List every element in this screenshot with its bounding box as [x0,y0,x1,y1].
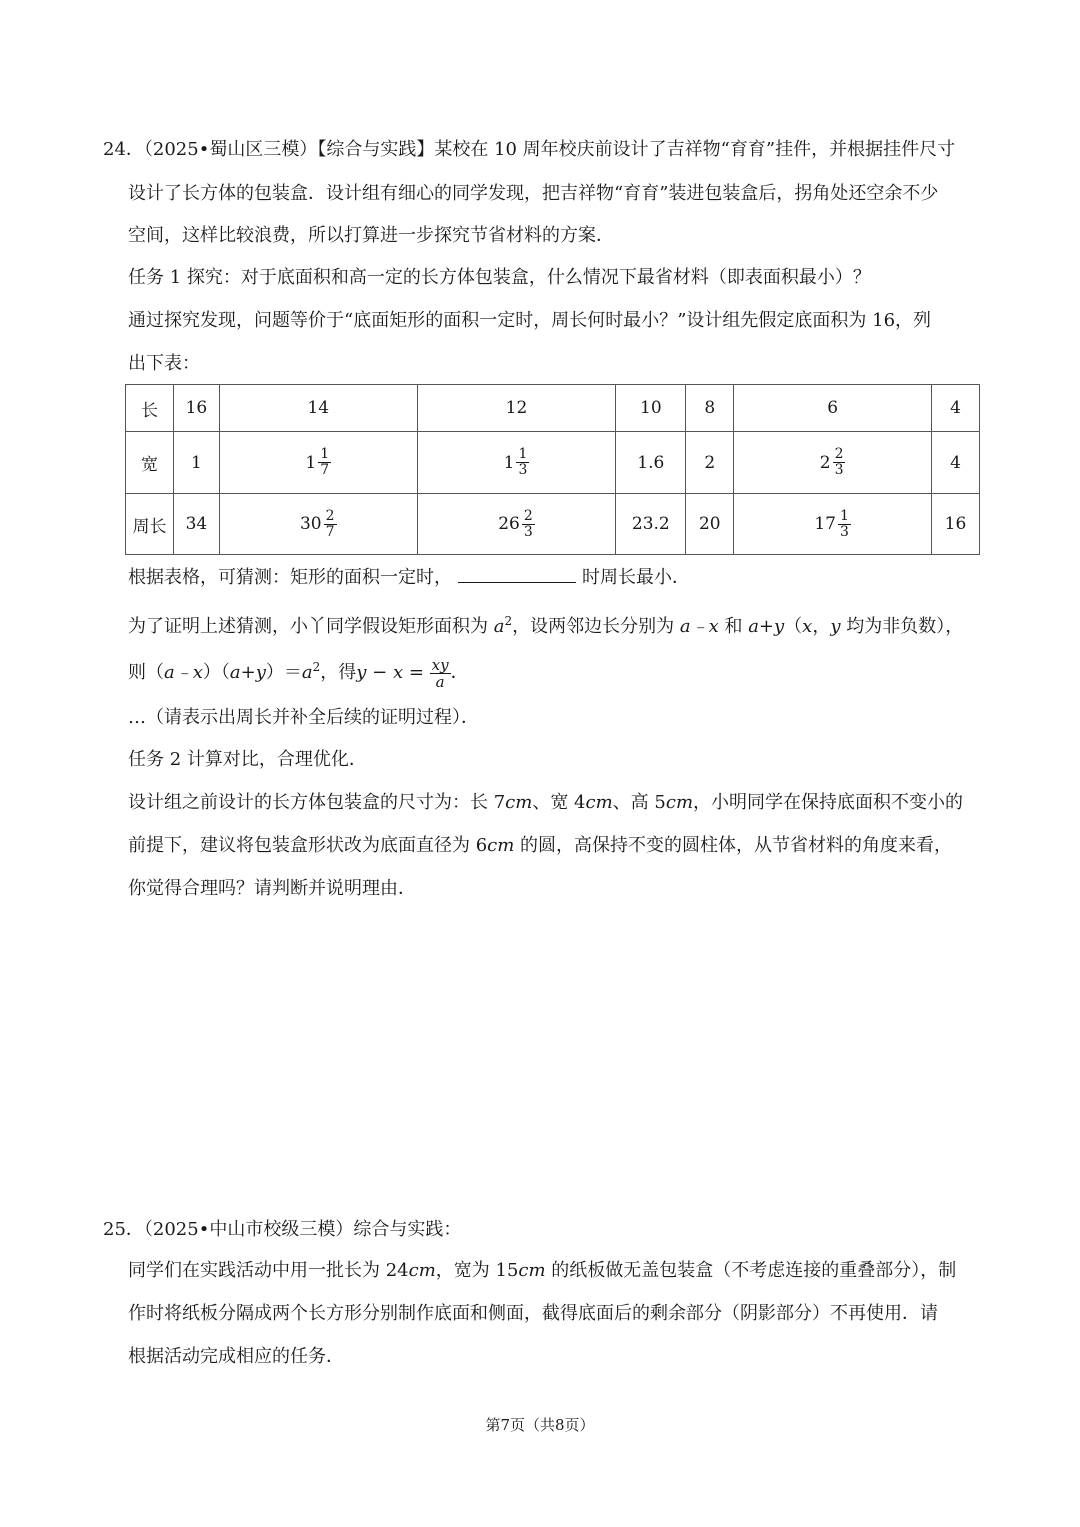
table-cell: 34 [173,494,219,555]
table-cell [417,432,616,494]
table-cell [417,494,616,555]
q24-line2: 设计了长方体的包装盒．设计组有细心的同学发现，把吉祥物“育育”装进包装盒后，拐角处还空余不少 [128,183,939,204]
q24-ellipsis: …（请表示出周长并补全后续的证明过程）． [128,707,479,728]
q24-explore2: 出下表： [128,353,200,374]
table-cell [734,494,932,555]
table-cell [219,432,417,494]
q25-line3: 根据活动完成相应的任务． [128,1346,344,1367]
q24-proof-line1: 为了证明上述猜测，小丫同学假设矩形面积为 $a^2$，设两邻边长分别为 a﹣x 和 a+y（x，y 均为非负数）， [128,614,964,637]
row-label: 宽 [126,432,174,494]
table-row-length [126,385,980,432]
table-cell: 10 [616,385,686,432]
answer-blank[interactable] [458,564,576,583]
table-cell: 12 [417,385,616,432]
q24-task2: 任务 2 计算对比，合理优化． [128,749,367,770]
table-cell: 16 [931,494,979,555]
q24-line3: 空间，这样比较浪费，所以打算进一步探究节省材料的方案． [128,225,614,246]
mixed-fraction: 1 1 3 [503,446,528,478]
table-cell: 14 [219,385,417,432]
q24-design-line1: 设计组之前设计的长方体包装盒的尺寸为：长 7cm、宽 4cm、高 5cm，小明同学在保持底面积不变小的 [128,792,964,813]
q24-explore1: 通过探究发现，问题等价于“底面矩形的面积一定时，周长何时最小？”设计组先假定底面积为 16，列 [128,310,932,331]
q24-task1: 任务 1 探究：对于底面积和高一定的长方体包装盒，什么情况下最省材料（即表面积最小）？ [128,267,871,288]
rectangle-table [125,384,980,555]
table-cell: 23.2 [616,494,686,555]
mixed-fraction: 1 1 7 [305,446,330,478]
table-cell: 8 [686,385,734,432]
q25-line2: 作时将纸板分隔成两个长方形分别制作底面和侧面，截得底面后的剩余部分（阴影部分）不再使用．请 [128,1303,938,1324]
table-cell [734,432,932,494]
table-cell: 4 [931,432,979,494]
table-cell [219,494,417,555]
table-cell: 16 [173,385,219,432]
q24-proof-line2: 则$(a﹣x)(a+y)=a^2$，得y − x = $\frac{xy}{a}$ ． [128,655,469,691]
row-label: 长 [126,385,174,432]
q25-head: 25．（2025•中山市校级三模）综合与实践： [103,1219,462,1240]
mixed-fraction: 30 2 7 [299,507,335,540]
q24-guess: 根据表格，可猜测：矩形的面积一定时， 时周长最小． [128,563,690,593]
mixed-fraction: 17 1 3 [814,507,849,540]
table-cell: 1 [173,432,219,494]
equation-fraction: $\frac{xy}{a}$ [431,655,449,691]
mixed-fraction: 2 2 3 [819,446,844,478]
table-cell: 1.6 [616,432,686,494]
table-cell: 6 [734,385,932,432]
table-cell: 4 [931,385,979,432]
row-label: 周长 [126,494,174,555]
q24-design-line2: 前提下，建议将包装盒形状改为底面直径为 6cm 的圆，高保持不变的圆柱体，从节省材料的角度来看， [128,835,953,856]
table-row-perimeter [126,494,980,555]
table-cell: 20 [686,494,734,555]
table-row-width [126,432,980,494]
mixed-fraction: 26 2 3 [498,507,533,540]
page-footer: 第7页（共8页） [485,1416,595,1434]
q24-line1: 24．（2025•蜀山区三模）【综合与实践】某校在 10 周年校庆前设计了吉祥物“育育”挂件，并根据挂件尺寸 [103,139,956,160]
q24-design-line3: 你觉得合理吗？请判断并说明理由． [128,878,416,899]
q25-line1: 同学们在实践活动中用一批长为 24cm，宽为 15cm 的纸板做无盖包装盒（不考虑连接的重叠部分），制 [128,1260,957,1281]
table-cell: 2 [686,432,734,494]
